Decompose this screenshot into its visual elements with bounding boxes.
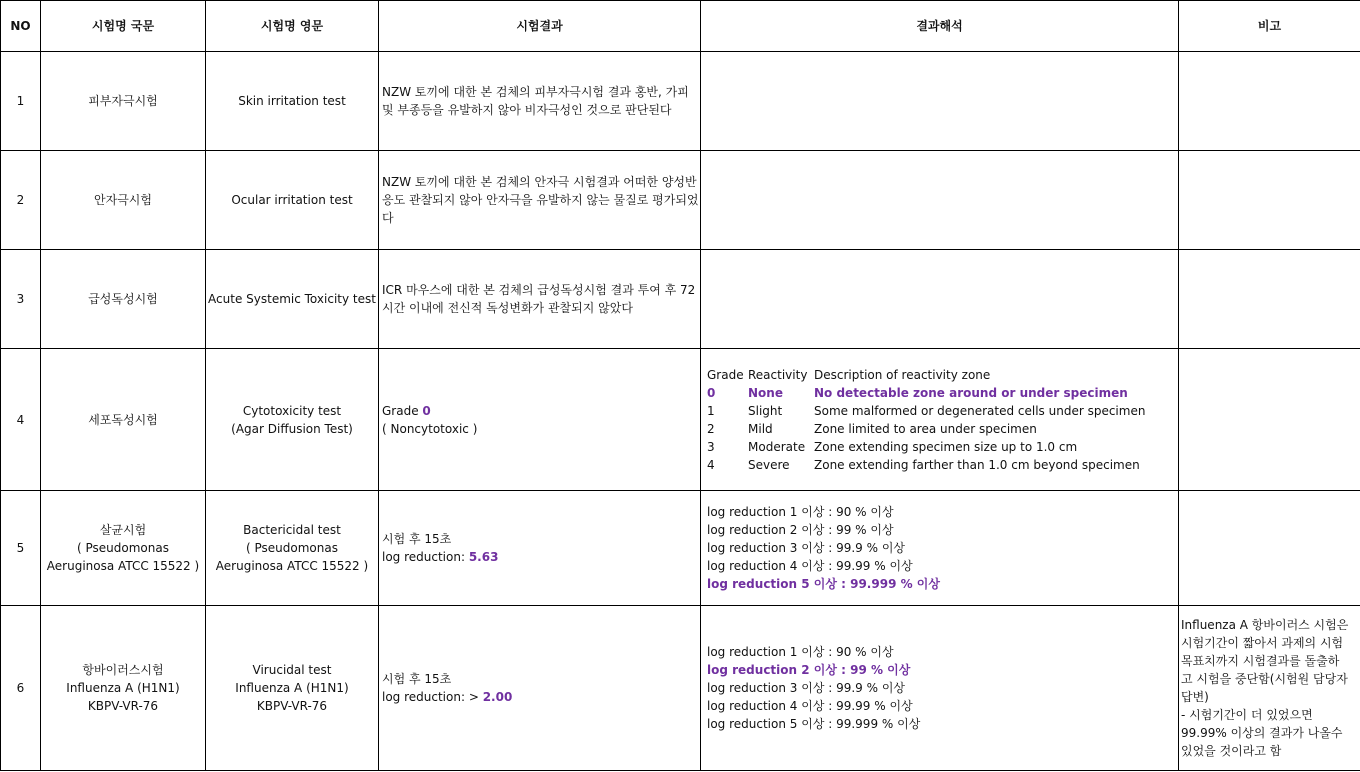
row-no: 3 bbox=[1, 250, 41, 349]
list-item-highlighted: log reduction 2 이상 : 99 % 이상 bbox=[707, 663, 911, 677]
test-remarks bbox=[1179, 491, 1360, 606]
grade-row: 1 Slight Some malformed or degenerated cells under specimen bbox=[707, 403, 1146, 418]
log-reduction-list bbox=[701, 606, 1179, 771]
list-item: log reduction 4 이상 : 99.99 % 이상 bbox=[707, 699, 913, 713]
test-name-kr: 급성독성시험 bbox=[41, 250, 206, 349]
test-name-kr: 안자극시험 bbox=[41, 151, 206, 250]
list-item: log reduction 3 이상 : 99.9 % 이상 bbox=[707, 681, 906, 695]
test-name-kr: 세포독성시험 bbox=[41, 349, 206, 491]
grade-row: 4 Severe Zone extending farther than 1.0 cm beyond specimen bbox=[707, 457, 1140, 472]
test-name-en: Acute Systemic Toxicity test bbox=[206, 250, 379, 349]
test-result: NZW 토끼에 대한 본 검체의 안자극 시험결과 어떠한 양성반응도 관찰되지 않아 안자극을 유발하지 않는 물질로 평가되었다 bbox=[379, 151, 701, 250]
test-name-en: Ocular irritation test bbox=[206, 151, 379, 250]
list-item: log reduction 5 이상 : 99.999 % 이상 bbox=[707, 717, 921, 731]
log-reduction-list bbox=[701, 491, 1179, 606]
list-item-highlighted: log reduction 5 이상 : 99.999 % 이상 bbox=[707, 577, 940, 591]
header-interpretation: 결과해석 bbox=[701, 1, 1179, 52]
list-item: log reduction 2 이상 : 99 % 이상 bbox=[707, 523, 894, 537]
test-remarks bbox=[1179, 151, 1360, 250]
list-item: log reduction 4 이상 : 99.99 % 이상 bbox=[707, 559, 913, 573]
row-no: 5 bbox=[1, 491, 41, 606]
test-interpretation bbox=[701, 250, 1179, 349]
table-row bbox=[1, 52, 1360, 151]
header-name-kr: 시험명 국문 bbox=[41, 1, 206, 52]
grade-row: 3 Moderate Zone extending specimen size up to 1.0 cm bbox=[707, 439, 1078, 454]
table-row bbox=[1, 250, 1360, 349]
test-interpretation bbox=[701, 52, 1179, 151]
row-no: 2 bbox=[1, 151, 41, 250]
grade-row: 2 Mild Zone limited to area under specimen bbox=[707, 421, 1037, 436]
table-row bbox=[1, 151, 1360, 250]
result-value: 2.00 bbox=[482, 690, 513, 704]
test-result: Grade 0 ( Noncytotoxic ) bbox=[379, 349, 701, 491]
test-name-en: Cytotoxicity test (Agar Diffusion Test) bbox=[206, 349, 379, 491]
grade-header-row: Grade Reactivity Description of reactivity zone bbox=[707, 367, 991, 382]
test-name-en: Bactericidal test ( Pseudomonas Aeruginosa ATCC 15522 ) bbox=[206, 491, 379, 606]
test-name-kr: 살균시험 ( Pseudomonas Aeruginosa ATCC 15522 ) bbox=[41, 491, 206, 606]
test-remarks bbox=[1179, 52, 1360, 151]
test-remarks: Influenza A 항바이러스 시험은 시험기간이 짧아서 과제의 시험 목표치까지 시험결과를 돌출하 고 시험을 중단함(시험원 담당자 답변) - 시험기간이 더 있었으면 99.99% 이상의 결과가 나올수 있었을 것이라고 함 bbox=[1179, 606, 1360, 771]
list-item: log reduction 3 이상 : 99.9 % 이상 bbox=[707, 541, 906, 555]
test-result: NZW 토끼에 대한 본 검체의 피부자극시험 결과 홍반, 가피 및 부종등을 유발하지 않아 비자극성인 것으로 판단된다 bbox=[379, 52, 701, 151]
result-value: 0 bbox=[422, 403, 431, 418]
test-remarks bbox=[1179, 349, 1360, 491]
test-name-kr: 피부자극시험 bbox=[41, 52, 206, 151]
test-name-en: Virucidal test Influenza A (H1N1) KBPV-VR-76 bbox=[206, 606, 379, 771]
row-no: 4 bbox=[1, 349, 41, 491]
grade-interpretation bbox=[701, 349, 1179, 491]
test-result: ICR 마우스에 대한 본 검체의 급성독성시험 결과 투여 후 72시간 이내에 전신적 독성변화가 관찰되지 않았다 bbox=[379, 250, 701, 349]
test-remarks bbox=[1179, 250, 1360, 349]
list-item: log reduction 1 이상 : 90 % 이상 bbox=[707, 505, 894, 519]
header-row bbox=[1, 1, 1360, 52]
test-result: 시험 후 15초 log reduction: 5.63 bbox=[379, 491, 701, 606]
table-row bbox=[1, 606, 1360, 771]
header-remarks: 비고 bbox=[1179, 1, 1360, 52]
list-item: log reduction 1 이상 : 90 % 이상 bbox=[707, 645, 894, 659]
test-result: 시험 후 15초 log reduction: > 2.00 bbox=[379, 606, 701, 771]
test-interpretation bbox=[701, 151, 1179, 250]
row-no: 1 bbox=[1, 52, 41, 151]
result-value: 5.63 bbox=[468, 550, 499, 564]
header-result: 시험결과 bbox=[379, 1, 701, 52]
header-no: NO bbox=[1, 1, 41, 52]
table-row bbox=[1, 349, 1360, 491]
table-row bbox=[1, 491, 1360, 606]
header-name-en: 시험명 영문 bbox=[206, 1, 379, 52]
grade-row-highlighted: 0 None No detectable zone around or under specimen bbox=[707, 385, 1128, 400]
test-name-kr: 항바이러스시험 Influenza A (H1N1) KBPV-VR-76 bbox=[41, 606, 206, 771]
test-name-en: Skin irritation test bbox=[206, 52, 379, 151]
row-no: 6 bbox=[1, 606, 41, 771]
